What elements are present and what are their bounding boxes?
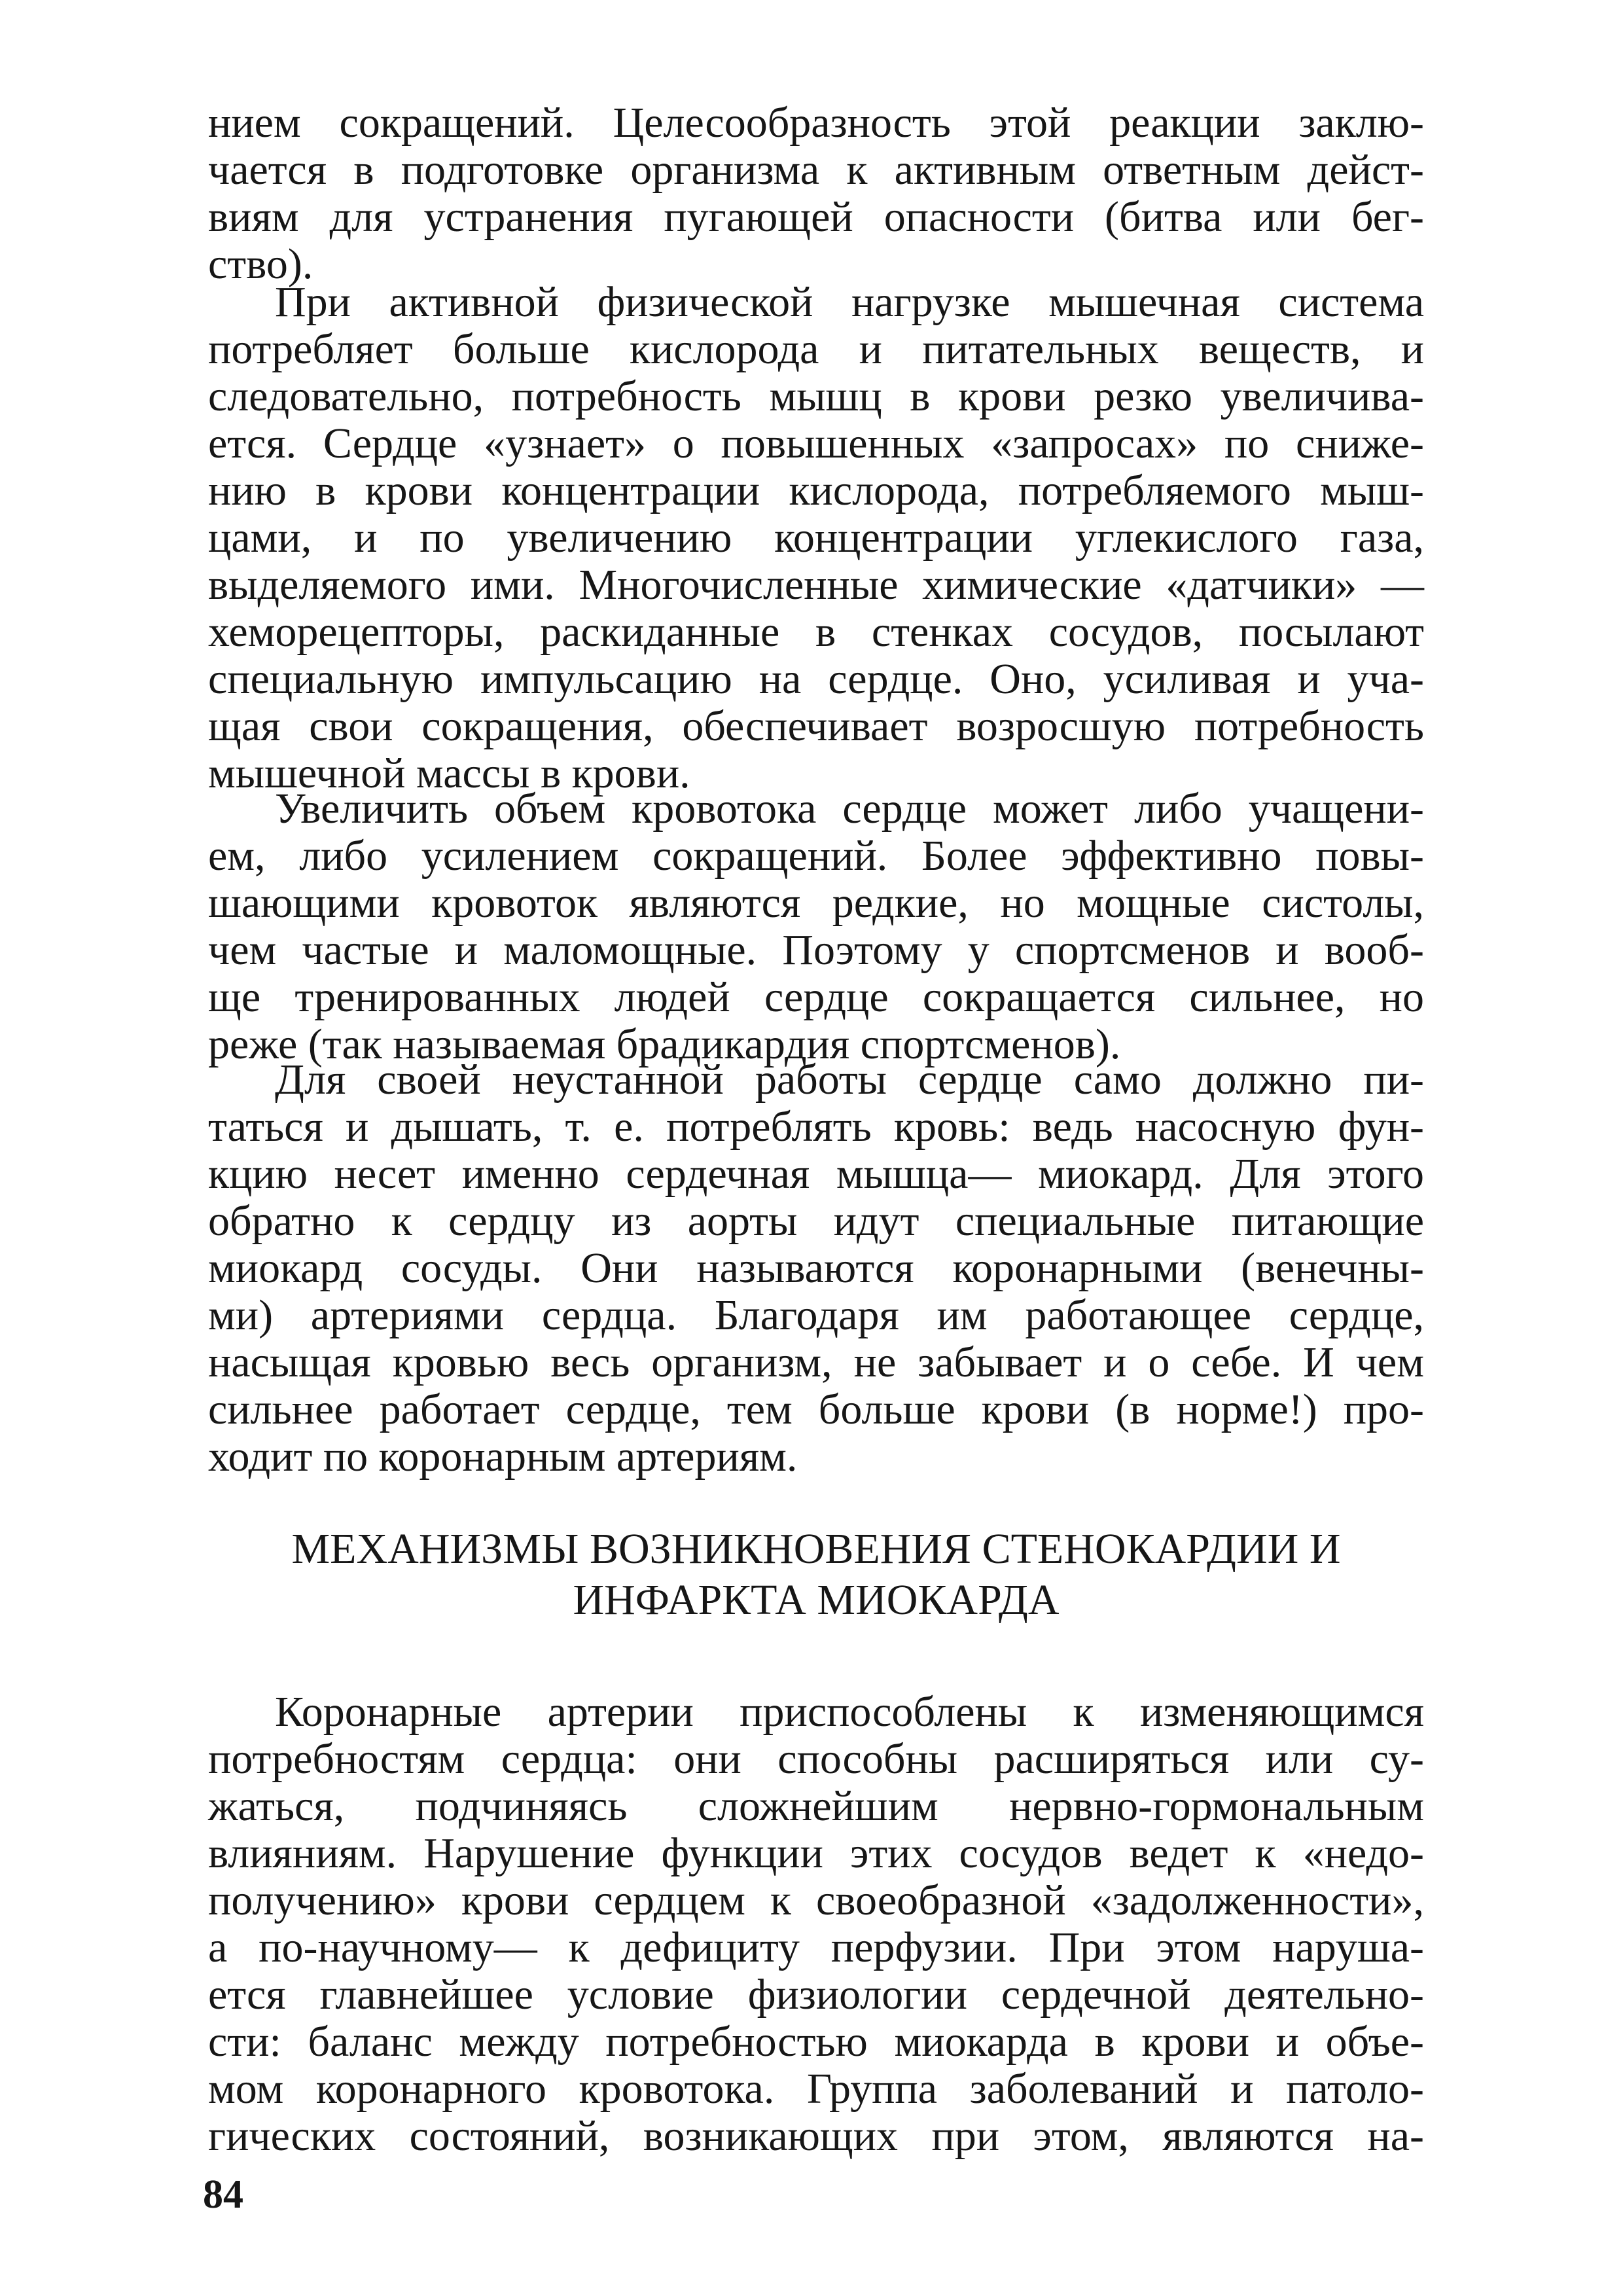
text-line: насыщая кровью весь организм, не забывает и о себе. И чем [208,1338,1424,1386]
text-line: нием сокращений. Целесообразность этой реакции заклю- [208,99,1424,147]
text-line: виям для устранения пугающей опасности (битва или бег- [208,193,1424,241]
text-line: При активной физической нагрузке мышечная система [275,278,1424,326]
text-line: хеморецепторы, раскиданные в стенках сосудов, посылают [208,608,1424,656]
text-line: реже (так называемая брадикардия спортсменов). [208,1020,1121,1068]
text-line: миокард сосуды. Они называются коронарными (венечны- [208,1244,1424,1292]
text-line: потребностям сердца: они способны расширяться или су- [208,1735,1424,1783]
text-line: ется главнейшее условие физиологии сердечной деятельно- [208,1971,1424,2018]
text-line: обратно к сердцу из аорты идут специальные питающие [208,1197,1424,1245]
text-line: потребляет больше кислорода и питательных веществ, и [208,325,1424,373]
text-line: щая свои сокращения, обеспечивает возросшую потребность [208,702,1424,750]
text-line: таться и дышать, т. е. потреблять кровь: ведь насосную фун- [208,1103,1424,1151]
text-line: получению» крови сердцем к своеобразной «задолженности», [208,1876,1424,1924]
text-line: шающими кровоток являются редкие, но мощные систолы, [208,879,1424,927]
section-heading: МЕХАНИЗМЫ ВОЗНИКНОВЕНИЯ СТЕНОКАРДИИ И [291,1525,1341,1573]
text-line: ми) артериями сердца. Благодаря им работающее сердце, [208,1291,1424,1339]
text-line: ем, либо усилением сокращений. Более эффективно повы- [208,832,1424,880]
text-line: кцию несет именно сердечная мышца— миокард. Для этого [208,1150,1424,1198]
text-line: чем частые и маломощные. Поэтому у спортсменов и вооб- [208,926,1424,974]
text-line: Увеличить объем кровотока сердце может либо учащени- [275,785,1424,833]
text-line: чается в подготовке организма к активным ответным дейст- [208,146,1424,194]
text-line: мышечной массы в крови. [208,749,690,797]
text-line: ще тренированных людей сердце сокращается сильнее, но [208,973,1424,1021]
text-line: ется. Сердце «узнает» о повышенных «запросах» по сниже- [208,420,1424,467]
text-line: влияниям. Нарушение функции этих сосудов ведет к «недо- [208,1829,1424,1877]
text-line: цами, и по увеличению концентрации углекислого газа, [208,514,1424,562]
text-line: Для своей неустанной работы сердце само должно пи- [275,1056,1424,1103]
page-number: 84 [203,2172,243,2217]
text-line: сти: баланс между потребностью миокарда в крови и объе- [208,2018,1424,2066]
text-line: ство). [208,240,313,288]
text-line: гических состояний, возникающих при этом, являются на- [208,2112,1424,2160]
text-line: жаться, подчиняясь сложнейшим нервно-гормональным [208,1782,1424,1830]
text-line: сильнее работает сердце, тем больше крови (в норме!) про- [208,1386,1424,1433]
section-heading: ИНФАРКТА МИОКАРДА [573,1576,1060,1624]
text-line: Коронарные артерии приспособлены к изменяющимся [275,1688,1424,1736]
text-line: мом коронарного кровотока. Группа заболеваний и патоло- [208,2065,1424,2113]
text-line: специальную импульсацию на сердце. Оно, усиливая и уча- [208,655,1424,703]
text-line: нию в крови концентрации кислорода, потребляемого мыш- [208,467,1424,514]
text-line: следовательно, потребность мышц в крови резко увеличива- [208,372,1424,420]
text-line: выделяемого ими. Многочисленные химические «датчики» — [208,561,1424,609]
text-line: а по-научному— к дефициту перфузии. При этом наруша- [208,1924,1424,1971]
text-line: ходит по коронарным артериям. [208,1433,798,1480]
